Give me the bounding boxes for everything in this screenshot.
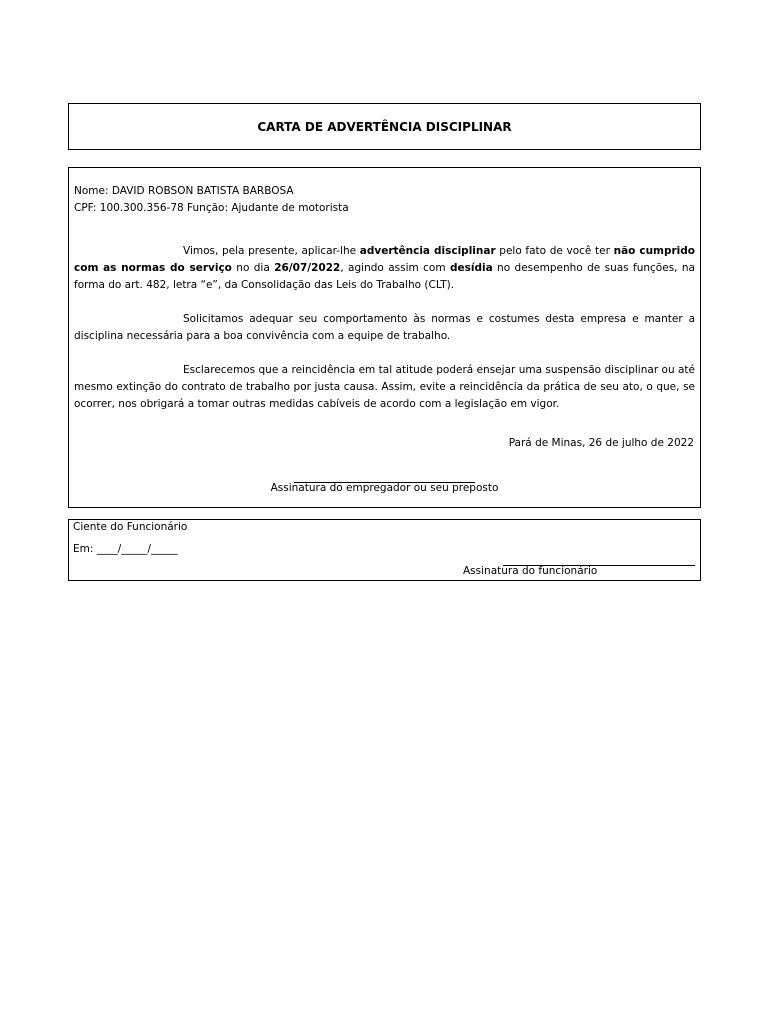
paragraph-warning: Vimos, pela presente, aplicar-lhe advertência disciplinar pelo fato de você ter não cumprido com as normas do serviço no dia 26/07/2022, agindo assim com desídia no desempenho de suas funções, na forma do art. 482, letra “e”, da Consolidação das Leis do Trabalho (CLT). bbox=[74, 245, 696, 291]
employee-cpf-function: CPF: 100.300.356-78 Função: Ajudante de motorista bbox=[74, 202, 349, 214]
employee-signature-label: Assinatura do funcionário bbox=[463, 565, 598, 577]
letter-body-box bbox=[68, 167, 701, 508]
place-date: Pará de Minas, 26 de julho de 2022 bbox=[508, 437, 694, 449]
bold-date: 26/07/2022 bbox=[274, 262, 341, 274]
bold-violation: não cumprido com as normas do serviço bbox=[74, 245, 696, 274]
title-box bbox=[68, 103, 701, 150]
employer-signature-label: Assinatura do empregador ou seu preposto bbox=[270, 482, 499, 494]
paragraph-clarification: Esclarecemos que a reincidência em tal atitude poderá ensejar uma suspensão disciplinar ou até mesmo extinção do contrato de trabalho por justa causa. Assim, evite a reincidência da prática de seu ato, o que, se ocorrer, nos obrigará a tomar outras medidas cabíveis de acordo com a legislação em vigor. bbox=[74, 364, 695, 410]
acknowledgement-box bbox=[68, 519, 701, 581]
paragraph-request: Solicitamos adequar seu comportamento às normas e costumes desta empresa e manter a disciplina necessária para a boa convivência com a equipe de trabalho. bbox=[74, 313, 695, 342]
acknowledgement-heading: Ciente do Funcionário bbox=[73, 521, 188, 533]
bold-warning-term: advertência disciplinar bbox=[359, 245, 496, 257]
document-title: CARTA DE ADVERTÊNCIA DISCIPLINAR bbox=[257, 120, 512, 134]
bold-desidia: desídia bbox=[449, 262, 493, 274]
employee-name: Nome: DAVID ROBSON BATISTA BARBOSA bbox=[74, 185, 294, 197]
acknowledgement-date-line: Em: ____/_____/_____ bbox=[73, 543, 178, 555]
